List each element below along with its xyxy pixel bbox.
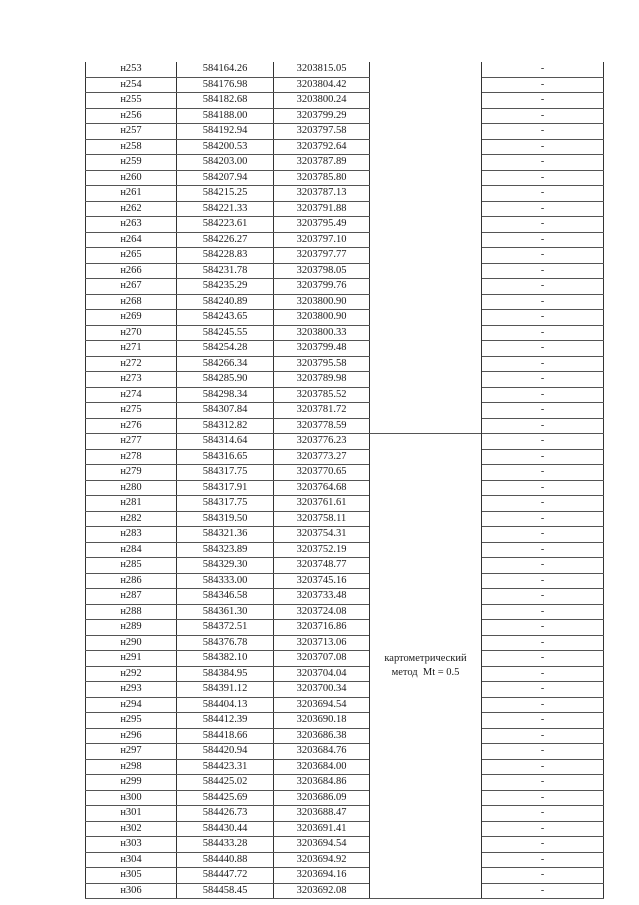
y-coordinate-cell: 3203804.42 [274, 77, 370, 93]
point-number-cell: н294 [86, 697, 177, 713]
x-coordinate-cell: 584298.34 [177, 387, 274, 403]
point-number-cell: н293 [86, 682, 177, 698]
precision-cell: - [482, 248, 604, 264]
x-coordinate-cell: 584317.91 [177, 480, 274, 496]
precision-cell: - [482, 77, 604, 93]
x-coordinate-cell: 584245.55 [177, 325, 274, 341]
y-coordinate-cell: 3203800.24 [274, 93, 370, 109]
y-coordinate-cell: 3203745.16 [274, 573, 370, 589]
precision-cell: - [482, 124, 604, 140]
table-row [86, 806, 604, 822]
precision-cell: - [482, 651, 604, 667]
precision-cell: - [482, 387, 604, 403]
y-coordinate-cell: 3203733.48 [274, 589, 370, 605]
point-number-cell: н295 [86, 713, 177, 729]
y-coordinate-cell: 3203713.06 [274, 635, 370, 651]
y-coordinate-cell: 3203787.13 [274, 186, 370, 202]
precision-cell: - [482, 821, 604, 837]
precision-cell: - [482, 325, 604, 341]
y-coordinate-cell: 3203694.54 [274, 697, 370, 713]
table-row [86, 542, 604, 558]
table-row [86, 728, 604, 744]
x-coordinate-cell: 584440.88 [177, 852, 274, 868]
y-coordinate-cell: 3203700.34 [274, 682, 370, 698]
x-coordinate-cell: 584391.12 [177, 682, 274, 698]
precision-cell: - [482, 403, 604, 419]
point-number-cell: н284 [86, 542, 177, 558]
y-coordinate-cell: 3203798.05 [274, 263, 370, 279]
table-row [86, 883, 604, 899]
x-coordinate-cell: 584203.00 [177, 155, 274, 171]
x-coordinate-cell: 584420.94 [177, 744, 274, 760]
precision-cell: - [482, 728, 604, 744]
point-number-cell: н304 [86, 852, 177, 868]
x-coordinate-cell: 584333.00 [177, 573, 274, 589]
y-coordinate-cell: 3203781.72 [274, 403, 370, 419]
method-cell-empty [370, 93, 482, 109]
table-row [86, 527, 604, 543]
y-coordinate-cell: 3203694.16 [274, 868, 370, 884]
table-row [86, 511, 604, 527]
point-number-cell: н291 [86, 651, 177, 667]
table-row [86, 620, 604, 636]
point-number-cell: н255 [86, 93, 177, 109]
table-row [86, 496, 604, 512]
point-number-cell: н257 [86, 124, 177, 140]
x-coordinate-cell: 584207.94 [177, 170, 274, 186]
y-coordinate-cell: 3203704.04 [274, 666, 370, 682]
x-coordinate-cell: 584228.83 [177, 248, 274, 264]
point-number-cell: н298 [86, 759, 177, 775]
method-cell-empty [370, 387, 482, 403]
precision-cell: - [482, 589, 604, 605]
precision-cell: - [482, 511, 604, 527]
table-row [86, 465, 604, 481]
point-number-cell: н269 [86, 310, 177, 326]
point-number-cell: н263 [86, 217, 177, 233]
precision-cell: - [482, 93, 604, 109]
table-row [86, 573, 604, 589]
y-coordinate-cell: 3203686.38 [274, 728, 370, 744]
point-number-cell: н301 [86, 806, 177, 822]
table-row [86, 62, 604, 77]
method-cell [370, 434, 482, 899]
table-row [86, 558, 604, 574]
point-number-cell: н278 [86, 449, 177, 465]
point-number-cell: н265 [86, 248, 177, 264]
table-row [86, 418, 604, 434]
precision-cell: - [482, 186, 604, 202]
method-cell-empty [370, 325, 482, 341]
y-coordinate-cell: 3203776.23 [274, 434, 370, 450]
y-coordinate-cell: 3203707.08 [274, 651, 370, 667]
point-number-cell: н262 [86, 201, 177, 217]
point-number-cell: н299 [86, 775, 177, 791]
precision-cell: - [482, 775, 604, 791]
method-cell-empty [370, 170, 482, 186]
point-number-cell: н258 [86, 139, 177, 155]
method-cell-empty [370, 294, 482, 310]
table-row [86, 682, 604, 698]
table-row [86, 279, 604, 295]
table-row [86, 589, 604, 605]
precision-cell: - [482, 883, 604, 899]
x-coordinate-cell: 584404.13 [177, 697, 274, 713]
x-coordinate-cell: 584329.30 [177, 558, 274, 574]
point-number-cell: н282 [86, 511, 177, 527]
precision-cell: - [482, 806, 604, 822]
point-number-cell: н273 [86, 372, 177, 388]
x-coordinate-cell: 584231.78 [177, 263, 274, 279]
table-row [86, 651, 604, 667]
x-coordinate-cell: 584266.34 [177, 356, 274, 372]
x-coordinate-cell: 584426.73 [177, 806, 274, 822]
x-coordinate-cell: 584182.68 [177, 93, 274, 109]
y-coordinate-cell: 3203686.09 [274, 790, 370, 806]
point-number-cell: н288 [86, 604, 177, 620]
table-row [86, 821, 604, 837]
point-number-cell: н268 [86, 294, 177, 310]
y-coordinate-cell: 3203795.49 [274, 217, 370, 233]
y-coordinate-cell: 3203795.58 [274, 356, 370, 372]
point-number-cell: н264 [86, 232, 177, 248]
y-coordinate-cell: 3203800.90 [274, 294, 370, 310]
table-row [86, 434, 604, 450]
y-coordinate-cell: 3203716.86 [274, 620, 370, 636]
x-coordinate-cell: 584458.45 [177, 883, 274, 899]
method-cell-empty [370, 341, 482, 357]
table-row [86, 852, 604, 868]
precision-cell: - [482, 449, 604, 465]
table-row [86, 480, 604, 496]
y-coordinate-cell: 3203748.77 [274, 558, 370, 574]
precision-cell: - [482, 232, 604, 248]
point-number-cell: н303 [86, 837, 177, 853]
table-row [86, 449, 604, 465]
method-cell-empty [370, 155, 482, 171]
method-cell-empty [370, 356, 482, 372]
x-coordinate-cell: 584382.10 [177, 651, 274, 667]
x-coordinate-cell: 584188.00 [177, 108, 274, 124]
precision-cell: - [482, 496, 604, 512]
method-cell-empty [370, 418, 482, 434]
point-number-cell: н305 [86, 868, 177, 884]
precision-cell: - [482, 620, 604, 636]
precision-cell: - [482, 542, 604, 558]
precision-cell: - [482, 666, 604, 682]
point-number-cell: н256 [86, 108, 177, 124]
method-cell-empty [370, 108, 482, 124]
method-cell-empty [370, 201, 482, 217]
table-row [86, 310, 604, 326]
x-coordinate-cell: 584418.66 [177, 728, 274, 744]
table-row [86, 372, 604, 388]
table-row [86, 93, 604, 109]
point-number-cell: н292 [86, 666, 177, 682]
x-coordinate-cell: 584192.94 [177, 124, 274, 140]
point-number-cell: н274 [86, 387, 177, 403]
table-row [86, 713, 604, 729]
precision-cell: - [482, 310, 604, 326]
point-number-cell: н276 [86, 418, 177, 434]
precision-cell: - [482, 356, 604, 372]
precision-cell: - [482, 697, 604, 713]
precision-cell: - [482, 434, 604, 450]
table-row [86, 868, 604, 884]
x-coordinate-cell: 584447.72 [177, 868, 274, 884]
x-coordinate-cell: 584314.64 [177, 434, 274, 450]
table-row [86, 124, 604, 140]
y-coordinate-cell: 3203692.08 [274, 883, 370, 899]
point-number-cell: н286 [86, 573, 177, 589]
x-coordinate-cell: 584430.44 [177, 821, 274, 837]
y-coordinate-cell: 3203778.59 [274, 418, 370, 434]
table-row [86, 759, 604, 775]
method-cell-empty [370, 248, 482, 264]
table-row [86, 139, 604, 155]
precision-cell: - [482, 635, 604, 651]
y-coordinate-cell: 3203773.27 [274, 449, 370, 465]
x-coordinate-cell: 584361.30 [177, 604, 274, 620]
precision-cell: - [482, 294, 604, 310]
precision-cell: - [482, 527, 604, 543]
y-coordinate-cell: 3203684.86 [274, 775, 370, 791]
y-coordinate-cell: 3203797.77 [274, 248, 370, 264]
x-coordinate-cell: 584376.78 [177, 635, 274, 651]
point-number-cell: н270 [86, 325, 177, 341]
method-cell-empty [370, 372, 482, 388]
precision-cell: - [482, 759, 604, 775]
method-note-line1: картометрический [384, 653, 467, 665]
point-number-cell: н306 [86, 883, 177, 899]
table-row [86, 232, 604, 248]
x-coordinate-cell: 584319.50 [177, 511, 274, 527]
table-row [86, 201, 604, 217]
y-coordinate-cell: 3203694.92 [274, 852, 370, 868]
point-number-cell: н296 [86, 728, 177, 744]
y-coordinate-cell: 3203688.47 [274, 806, 370, 822]
point-number-cell: н302 [86, 821, 177, 837]
y-coordinate-cell: 3203800.33 [274, 325, 370, 341]
point-number-cell: н285 [86, 558, 177, 574]
y-coordinate-cell: 3203787.89 [274, 155, 370, 171]
x-coordinate-cell: 584317.75 [177, 496, 274, 512]
x-coordinate-cell: 584215.25 [177, 186, 274, 202]
method-cell-empty [370, 217, 482, 233]
table-row [86, 697, 604, 713]
y-coordinate-cell: 3203792.64 [274, 139, 370, 155]
table-row [86, 356, 604, 372]
y-coordinate-cell: 3203800.90 [274, 310, 370, 326]
y-coordinate-cell: 3203770.65 [274, 465, 370, 481]
precision-cell: - [482, 868, 604, 884]
y-coordinate-cell: 3203724.08 [274, 604, 370, 620]
precision-cell: - [482, 852, 604, 868]
point-number-cell: н266 [86, 263, 177, 279]
precision-cell: - [482, 62, 604, 77]
x-coordinate-cell: 584254.28 [177, 341, 274, 357]
x-coordinate-cell: 584433.28 [177, 837, 274, 853]
table-row [86, 775, 604, 791]
x-coordinate-cell: 584321.36 [177, 527, 274, 543]
precision-cell: - [482, 201, 604, 217]
y-coordinate-cell: 3203785.80 [274, 170, 370, 186]
x-coordinate-cell: 584226.27 [177, 232, 274, 248]
y-coordinate-cell: 3203785.52 [274, 387, 370, 403]
y-coordinate-cell: 3203799.48 [274, 341, 370, 357]
table-row [86, 666, 604, 682]
x-coordinate-cell: 584372.51 [177, 620, 274, 636]
x-coordinate-cell: 584164.26 [177, 62, 274, 77]
y-coordinate-cell: 3203797.58 [274, 124, 370, 140]
precision-cell: - [482, 558, 604, 574]
y-coordinate-cell: 3203799.76 [274, 279, 370, 295]
method-cell-empty [370, 279, 482, 295]
point-number-cell: н280 [86, 480, 177, 496]
precision-cell: - [482, 341, 604, 357]
point-number-cell: н290 [86, 635, 177, 651]
point-number-cell: н254 [86, 77, 177, 93]
point-number-cell: н253 [86, 62, 177, 77]
point-number-cell: н277 [86, 434, 177, 450]
table-row [86, 790, 604, 806]
x-coordinate-cell: 584346.58 [177, 589, 274, 605]
table-row [86, 635, 604, 651]
point-number-cell: н261 [86, 186, 177, 202]
precision-cell: - [482, 108, 604, 124]
table-row [86, 170, 604, 186]
y-coordinate-cell: 3203789.98 [274, 372, 370, 388]
x-coordinate-cell: 584412.39 [177, 713, 274, 729]
point-number-cell: н259 [86, 155, 177, 171]
precision-cell: - [482, 465, 604, 481]
point-number-cell: н300 [86, 790, 177, 806]
x-coordinate-cell: 584240.89 [177, 294, 274, 310]
table-row [86, 387, 604, 403]
method-cell-empty [370, 186, 482, 202]
precision-cell: - [482, 480, 604, 496]
x-coordinate-cell: 584323.89 [177, 542, 274, 558]
table-row [86, 325, 604, 341]
precision-cell: - [482, 573, 604, 589]
y-coordinate-cell: 3203684.00 [274, 759, 370, 775]
point-number-cell: н281 [86, 496, 177, 512]
point-number-cell: н279 [86, 465, 177, 481]
y-coordinate-cell: 3203815.05 [274, 62, 370, 77]
method-cell-empty [370, 139, 482, 155]
precision-cell: - [482, 139, 604, 155]
point-number-cell: н272 [86, 356, 177, 372]
method-cell-empty [370, 403, 482, 419]
coordinates-table-body [86, 62, 604, 899]
table-row [86, 604, 604, 620]
table-row [86, 263, 604, 279]
x-coordinate-cell: 584384.95 [177, 666, 274, 682]
precision-cell: - [482, 713, 604, 729]
x-coordinate-cell: 584425.69 [177, 790, 274, 806]
precision-cell: - [482, 790, 604, 806]
y-coordinate-cell: 3203690.18 [274, 713, 370, 729]
y-coordinate-cell: 3203691.41 [274, 821, 370, 837]
method-cell-empty [370, 77, 482, 93]
x-coordinate-cell: 584423.31 [177, 759, 274, 775]
table-row [86, 155, 604, 171]
point-number-cell: н289 [86, 620, 177, 636]
x-coordinate-cell: 584425.02 [177, 775, 274, 791]
x-coordinate-cell: 584312.82 [177, 418, 274, 434]
table-row [86, 744, 604, 760]
x-coordinate-cell: 584223.61 [177, 217, 274, 233]
table-row [86, 108, 604, 124]
precision-cell: - [482, 170, 604, 186]
x-coordinate-cell: 584200.53 [177, 139, 274, 155]
y-coordinate-cell: 3203754.31 [274, 527, 370, 543]
method-cell-empty [370, 263, 482, 279]
point-number-cell: н260 [86, 170, 177, 186]
y-coordinate-cell: 3203791.88 [274, 201, 370, 217]
y-coordinate-cell: 3203764.68 [274, 480, 370, 496]
table-row [86, 403, 604, 419]
y-coordinate-cell: 3203758.11 [274, 511, 370, 527]
point-number-cell: н283 [86, 527, 177, 543]
x-coordinate-cell: 584235.29 [177, 279, 274, 295]
precision-cell: - [482, 217, 604, 233]
y-coordinate-cell: 3203799.29 [274, 108, 370, 124]
x-coordinate-cell: 584316.65 [177, 449, 274, 465]
point-number-cell: н287 [86, 589, 177, 605]
point-number-cell: н267 [86, 279, 177, 295]
y-coordinate-cell: 3203684.76 [274, 744, 370, 760]
x-coordinate-cell: 584221.33 [177, 201, 274, 217]
precision-cell: - [482, 155, 604, 171]
x-coordinate-cell: 584285.90 [177, 372, 274, 388]
method-cell-empty [370, 310, 482, 326]
precision-cell: - [482, 263, 604, 279]
table-row [86, 837, 604, 853]
precision-cell: - [482, 837, 604, 853]
y-coordinate-cell: 3203694.54 [274, 837, 370, 853]
precision-cell: - [482, 279, 604, 295]
table-row [86, 294, 604, 310]
x-coordinate-cell: 584243.65 [177, 310, 274, 326]
x-coordinate-cell: 584317.75 [177, 465, 274, 481]
method-note-line2: метод Mt = 0.5 [391, 667, 460, 678]
method-cell-empty [370, 62, 482, 77]
table-row [86, 77, 604, 93]
precision-cell: - [482, 604, 604, 620]
method-cell-empty [370, 124, 482, 140]
y-coordinate-cell: 3203761.61 [274, 496, 370, 512]
table-row [86, 248, 604, 264]
y-coordinate-cell: 3203797.10 [274, 232, 370, 248]
method-cell-empty [370, 232, 482, 248]
point-number-cell: н271 [86, 341, 177, 357]
precision-cell: - [482, 372, 604, 388]
precision-cell: - [482, 682, 604, 698]
x-coordinate-cell: 584176.98 [177, 77, 274, 93]
y-coordinate-cell: 3203752.19 [274, 542, 370, 558]
x-coordinate-cell: 584307.84 [177, 403, 274, 419]
table-row [86, 186, 604, 202]
point-number-cell: н275 [86, 403, 177, 419]
table-row [86, 217, 604, 233]
point-number-cell: н297 [86, 744, 177, 760]
precision-cell: - [482, 744, 604, 760]
table-row [86, 341, 604, 357]
precision-cell: - [482, 418, 604, 434]
coordinates-table [85, 62, 604, 899]
